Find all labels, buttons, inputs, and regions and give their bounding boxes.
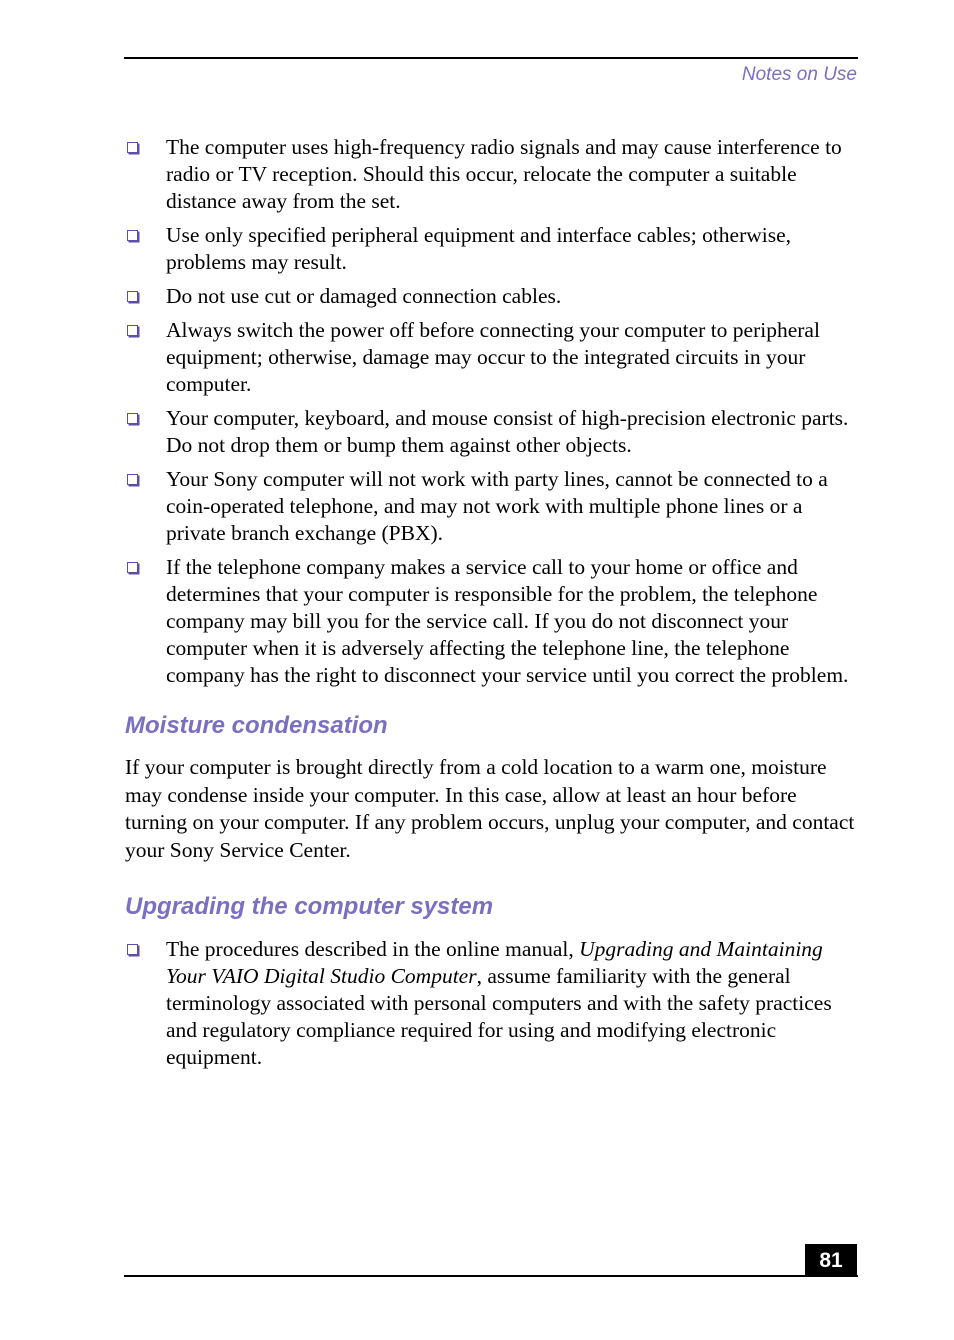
running-header: Notes on Use — [741, 64, 857, 85]
list-item-text: Do not use cut or damaged connection cables. — [166, 284, 562, 308]
list-item-text: If the telephone company makes a service call to your home or office and determines that your computer is responsible for the problem, the telephone company may bill you for the service call. If you do not disconnect your computer when it is adversely affecting the telephone line, the telephone company has the right to disconnect your service until you correct the problem. — [166, 555, 849, 687]
checkbox-bullet-icon — [127, 562, 138, 573]
list-item-text: Your computer, keyboard, and mouse consist of high-precision electronic parts. Do not drop them or bump them against other objects. — [166, 406, 849, 457]
list-item — [125, 317, 857, 398]
checkbox-bullet-icon — [127, 944, 138, 955]
checkbox-bullet-icon — [127, 230, 138, 241]
footer-rule — [124, 1275, 858, 1277]
list-item — [125, 222, 857, 276]
section-heading-moisture: Moisture condensation — [125, 712, 388, 739]
checkbox-bullet-icon — [127, 474, 138, 485]
list-item-text: Your Sony computer will not work with party lines, cannot be connected to a coin-operated telephone, and may not work with multiple phone lines or a private branch exchange (PBX). — [166, 467, 828, 545]
list-item-text: The computer uses high-frequency radio signals and may cause interference to radio or TV reception. Should this occur, relocate the computer a suitable distance away from the set. — [166, 135, 842, 213]
manual-title: Upgrading and Maintaining Your VAIO Digital Studio Computer — [166, 937, 823, 988]
checkbox-bullet-icon — [127, 291, 138, 302]
list-item — [125, 466, 857, 547]
list-item — [125, 554, 857, 689]
checkbox-bullet-icon — [127, 325, 138, 336]
list-item — [125, 134, 857, 215]
list-item — [125, 405, 857, 459]
notes-list — [125, 134, 857, 689]
checkbox-bullet-icon — [127, 413, 138, 424]
page-number: 81 — [805, 1244, 857, 1277]
upgrade-text-suffix: , assume familiarity with the general terminology associated with personal computers and with the safety practices and regulatory compliance required for using and modifying electronic equipment. — [166, 964, 832, 1069]
moisture-paragraph: If your computer is brought directly from a cold location to a warm one, moisture may condense inside your computer. In this case, allow at least an hour before turning on your computer. If any problem occurs, unplug your computer, and contact your Sony Service Center. — [125, 755, 855, 862]
header-rule — [124, 57, 858, 59]
upgrading-list — [125, 936, 857, 1071]
page-content — [125, 134, 857, 1078]
list-item — [125, 936, 857, 1071]
upgrade-text-prefix: The procedures described in the online manual, — [166, 937, 580, 961]
checkbox-bullet-icon — [127, 142, 138, 153]
list-item — [125, 283, 857, 310]
list-item-text: Always switch the power off before connecting your computer to peripheral equipment; otherwise, damage may occur to the integrated circuits in your computer. — [166, 318, 820, 396]
list-item-text: Use only specified peripheral equipment and interface cables; otherwise, problems may result. — [166, 223, 792, 274]
section-heading-upgrading: Upgrading the computer system — [125, 893, 494, 920]
